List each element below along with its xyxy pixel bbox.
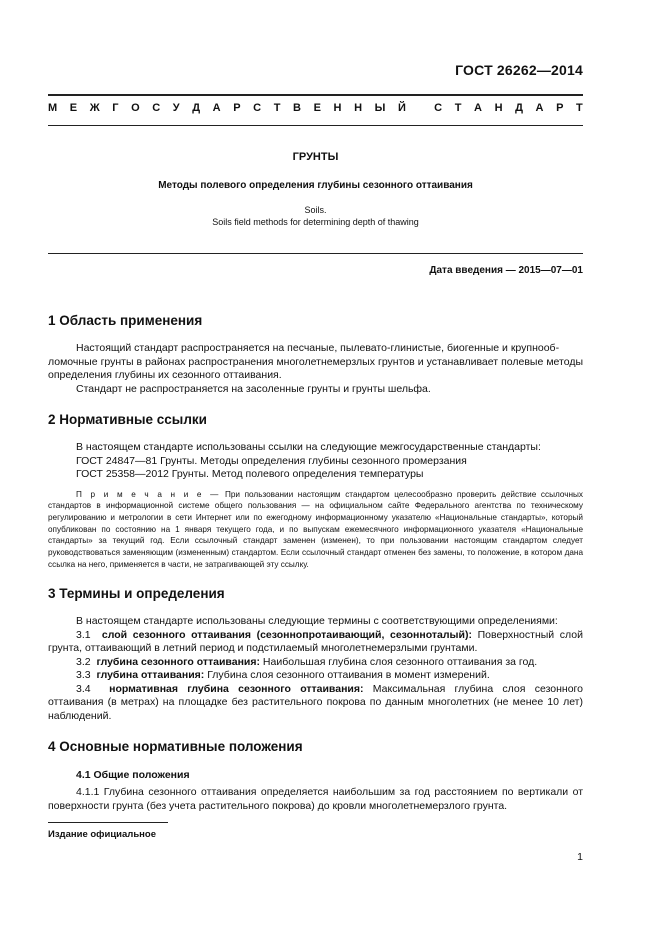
- section-normative-provisions: [48, 738, 583, 813]
- term-item: 3.2 глубина сезонного оттаивания: Наибольшая глубина слоя сезонного оттаивания за год.: [76, 655, 538, 668]
- banner-letter: Ы: [374, 102, 386, 114]
- section-scope: [48, 312, 583, 396]
- document-body: [48, 312, 583, 813]
- banner-letter: Н: [354, 102, 363, 114]
- banner-letter: С: [253, 102, 262, 114]
- paragraph-continuation: ломочные грунты в районах распространения многолетнемерзлых грунтов и устанавливает полевые методы определения глубины их сезонного оттаивания.: [48, 355, 583, 381]
- section-heading: 1 Область применения: [48, 313, 203, 328]
- term-list: [48, 628, 583, 724]
- paragraph: 4.1.1 Глубина сезонного оттаивания определяется наибольшим за год расстоянием по вертикали от поверхности грунта (без учета растительного покрова) до кровли многолетнемерзлого грунта.: [48, 786, 583, 812]
- paragraph: В настоящем стандарте использованы ссылки на следующие межгосударственные стандарты:: [76, 441, 541, 453]
- banner-letter: Р: [233, 102, 241, 114]
- banner-letter: М: [48, 102, 58, 114]
- footer-rule: [48, 822, 168, 823]
- reference-item: ГОСТ 25358—2012 Грунты. Метод полевого определения температуры: [76, 468, 424, 480]
- introduction-date: Дата введения — 2015—07—01: [429, 265, 583, 276]
- banner-letter: С: [152, 102, 161, 114]
- banner-letter: Ж: [89, 102, 100, 114]
- note: [48, 489, 583, 571]
- banner-letter: Е: [313, 102, 321, 114]
- banner-letter: А: [212, 102, 221, 114]
- section-heading: 4 Основные нормативные положения: [48, 739, 303, 755]
- banner-letter: Т: [576, 102, 583, 114]
- banner-letter: Е: [69, 102, 78, 114]
- paragraph: Стандарт не распространяется на засоленные грунты и грунты шельфа.: [76, 382, 431, 395]
- header-rule-bottom: [48, 125, 583, 126]
- section-normative-references: [48, 411, 583, 570]
- document-code: ГОСТ 26262—2014: [455, 62, 583, 78]
- standard-subtitle: Методы полевого определения глубины сезонного оттаивания: [158, 180, 473, 191]
- standard-title: ГРУНТЫ: [292, 151, 339, 163]
- banner-letter: С: [434, 102, 443, 114]
- note-label: П р и м е ч а н и е —: [76, 489, 221, 499]
- banner-letter: Н: [333, 102, 342, 114]
- term-item: 3.3 глубина оттаивания: Глубина слоя сезонного оттаивания в момент измерений.: [76, 669, 490, 682]
- section-heading: 3 Термины и определения: [48, 586, 225, 602]
- term-item: 3.4 нормативная глубина сезонного оттаивания: Максимальная глубина слоя сезонного оттаивания (в метрах) на площадке без растительного покрова по данным многолетних (не менее 10 лет) наблюдений.: [48, 682, 583, 722]
- banner-letter: Д: [192, 102, 201, 114]
- interstate-standard-banner: [48, 102, 583, 114]
- term-item: 3.1 слой сезонного оттаивания (сезоннопротаивающий, сезонноталый): Поверхностный слой грунта, оттаивающий в летний период и подстилаемый многолетнемерзлыми грунтами.: [48, 628, 583, 655]
- paragraph: Настоящий стандарт распространяется на песчаные, пылевато-глинистые, биогенные и крупнооб-: [76, 342, 560, 354]
- section-heading: 2 Нормативные ссылки: [48, 412, 207, 427]
- note-text: При пользовании настоящим стандартом целесообразно проверить действие ссылочных стандартов в информационной системе общего пользования — на официальном сайте Федерального агентства по техническому регулированию и метрологии в сети Интернет или по ежегодному информационному указателю «Национальные стандарты», который опубликован по состоянию на 1 января текущего года, и по выпускам ежемесячного информационного указателя «Национальные стандарты» за текущий год. Если ссылочный стандарт заменен (изменен), то при пользовании настоящим стандартом следует руководствоваться заменяющим (измененным) стандартом. Если ссылочный стандарт отменен без замены, то положение, в котором дана ссылка на него, применяется в части, не затрагивающей эту ссылку.: [48, 489, 583, 569]
- header-rule-top: [48, 94, 583, 96]
- banner-letter: У: [172, 102, 180, 114]
- standard-subtitle-english: Soils field methods for determining depth of thawing: [212, 217, 419, 227]
- banner-letter: Т: [454, 102, 462, 114]
- banner-letter: Р: [556, 102, 564, 114]
- banner-letter: Д: [515, 102, 523, 114]
- title-rule: [48, 253, 583, 254]
- standard-title-english: Soils.: [304, 205, 327, 215]
- section-terms: [48, 585, 583, 723]
- page-number: 1: [577, 851, 583, 863]
- official-edition-label: Издание официальное: [48, 829, 156, 840]
- banner-letter: Н: [494, 102, 503, 114]
- reference-item: ГОСТ 24847—81 Грунты. Методы определения глубины сезонного промерзания: [76, 454, 467, 467]
- banner-letter: О: [131, 102, 140, 114]
- banner-gap: [418, 102, 421, 114]
- banner-letter: Й: [397, 102, 406, 114]
- paragraph: В настоящем стандарте использованы следующие термины с соответствующими определениями:: [76, 615, 558, 628]
- subsection-heading: 4.1 Общие положения: [76, 769, 190, 782]
- banner-letter: А: [535, 102, 544, 114]
- banner-letter: В: [293, 102, 301, 114]
- banner-letter: А: [474, 102, 482, 114]
- banner-letter: Т: [273, 102, 281, 114]
- banner-letter: Г: [112, 102, 119, 114]
